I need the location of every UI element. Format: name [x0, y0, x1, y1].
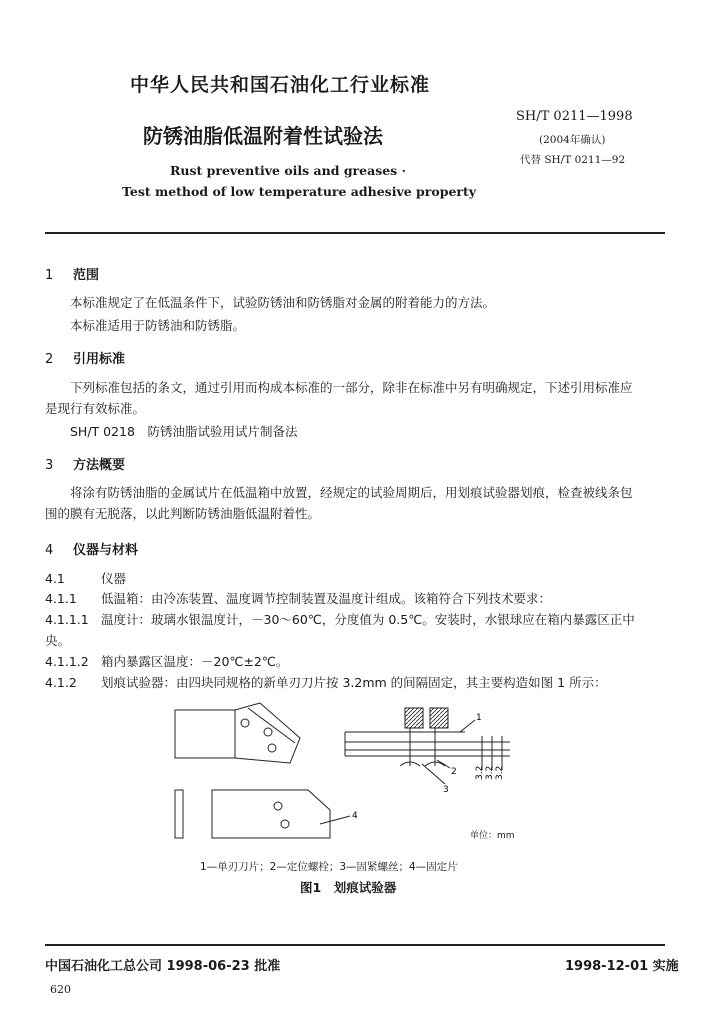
end-view [175, 790, 183, 838]
clause [45, 569, 126, 587]
section-title: 引用标准 [73, 352, 126, 367]
clause [45, 673, 607, 691]
clause-text: 划痕试验器：由四块同规格的新单刃刀片按 3.2mm 的间隔固定，其主要构造如图 1 所示： [101, 675, 607, 690]
implementation-note: 1998-12-01 实施 [565, 959, 679, 974]
clause-text: 温度计：玻璃水银温度计，－30～60℃，分度值为 0.5℃。安装时，水银球应在箱内暴露区正中央。 [45, 612, 635, 648]
section-number: 4 [45, 543, 54, 558]
section-number: 3 [45, 458, 54, 473]
bolt-hole-icon [281, 820, 289, 828]
dimension-label: 3.2 [495, 765, 505, 780]
fixing-plate [212, 790, 330, 838]
clamp-block [405, 708, 423, 728]
document-title-cn: 防锈油脂低温附着性试验法 [143, 124, 383, 148]
section-heading-3 [45, 454, 125, 473]
page-number: 620 [50, 983, 71, 996]
section-heading-1 [45, 264, 99, 283]
document-title-en-line2: Test method of low temperature adhesive property [122, 184, 477, 199]
callout-3: 3 [443, 785, 449, 795]
referenced-standard: SH/T 0218 防锈油脂试验用试片制备法 [70, 424, 298, 439]
paragraph: 将涂有防锈油脂的金属试片在低温箱中放置，经规定的试验周期后，用划痕试验器划痕，检查被线条包围的膜有无脱落，以此判断防锈油脂低温附着性。 [45, 485, 633, 521]
section-number: 1 [45, 268, 54, 283]
section-title: 仪器与材料 [73, 543, 139, 558]
clause [45, 609, 640, 651]
callout-4: 4 [352, 811, 358, 821]
holder-body [175, 710, 235, 758]
approval-note: 中国石油化工总公司 1998-06-23 批准 [45, 959, 281, 974]
figure-title: 图1 划痕试验器 [300, 880, 397, 895]
figure-legend: 1—单刃刀片；2—定位螺栓；3—固紧螺丝；4—固定片 [200, 861, 458, 873]
bolt-hole-icon [274, 802, 282, 810]
scratch-tester-drawing [160, 698, 520, 848]
document-title-en-line1: Rust preventive oils and greases · [170, 163, 406, 178]
blade-outline [235, 703, 300, 763]
paragraph: 本标准适用于防锈油和防锈脂。 [70, 318, 246, 333]
callout-1: 1 [476, 713, 482, 723]
section-heading-2 [45, 348, 125, 367]
callout-2: 2 [451, 767, 457, 777]
clause-number: 4.1.1.1 [45, 612, 89, 627]
unit-label: 单位：mm [470, 831, 515, 841]
clause-number: 4.1.1 [45, 591, 77, 606]
clause-number: 4.1.2 [45, 675, 77, 690]
confirmation-note: (2004年确认) [539, 134, 606, 146]
bolt-hole-icon [268, 744, 276, 752]
dimension-label: 3.2 [475, 765, 485, 780]
clamp-block [430, 708, 448, 728]
section-number: 2 [45, 352, 54, 367]
footer-divider [45, 944, 665, 946]
clause-text: 仪器 [101, 571, 127, 586]
header-divider [45, 232, 665, 234]
standard-number: SH/T 0211—1998 [516, 109, 633, 124]
clause [45, 652, 288, 670]
clause-text: 箱内暴露区温度：－20℃±2℃。 [101, 654, 289, 669]
dimension-label: 3.2 [485, 765, 495, 780]
section-title: 方法概要 [73, 458, 126, 473]
clause [45, 589, 551, 607]
paragraph: 下列标准包括的条文，通过引用而构成本标准的一部分，除非在标准中另有明确规定，下述引用标准应是现行有效标准。 [45, 380, 633, 416]
clause-number: 4.1 [45, 571, 65, 586]
paragraph: 本标准规定了在低温条件下，试验防锈油和防锈脂对金属的附着能力的方法。 [70, 295, 496, 310]
section-title: 范围 [73, 268, 100, 283]
replaces-note: 代替 SH/T 0211—92 [520, 154, 626, 166]
clause-number: 4.1.1.2 [45, 654, 89, 669]
issuing-organization: 中华人民共和国石油化工行业标准 [130, 74, 431, 96]
bolt-hole-icon [264, 728, 272, 736]
section-heading-4 [45, 539, 138, 558]
clause-text: 低温箱：由冷冻装置、温度调节控制装置及温度计组成。该箱符合下列技术要求： [101, 591, 552, 606]
bolt-hole-icon [241, 719, 249, 727]
